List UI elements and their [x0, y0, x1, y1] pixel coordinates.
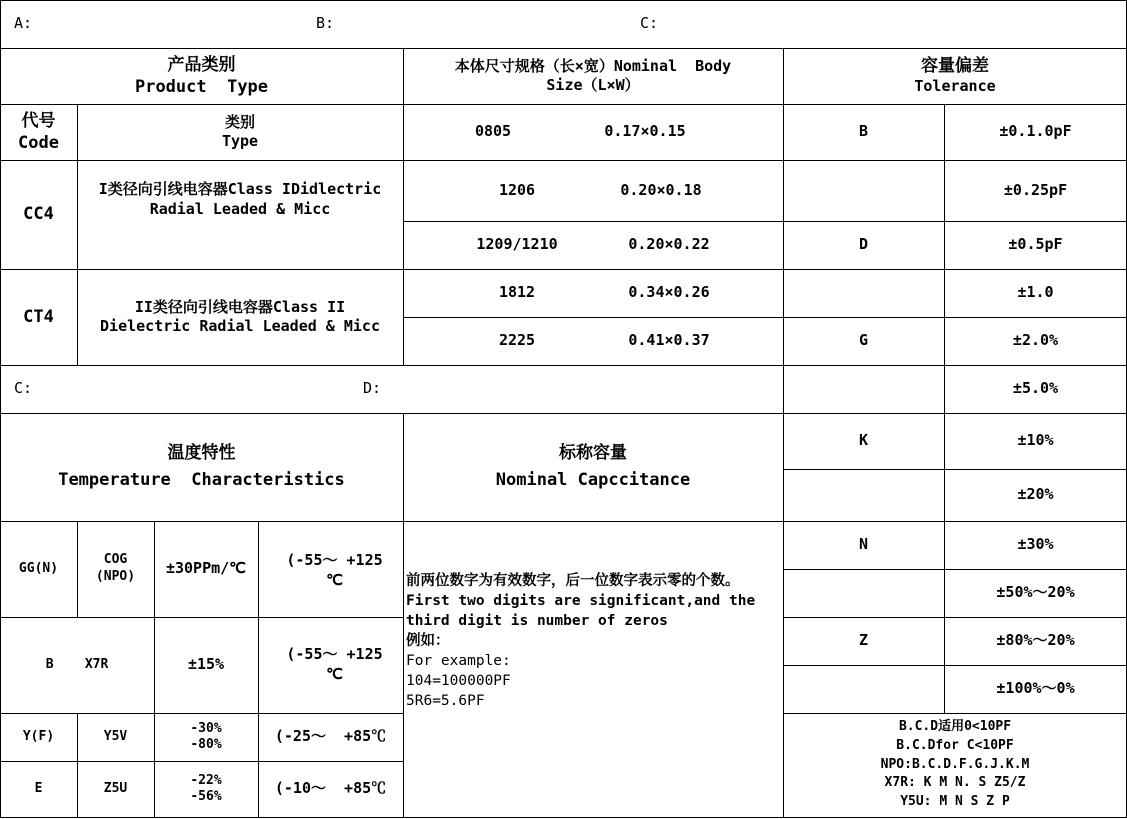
tolerance-value: ±2.0% [1012, 331, 1059, 350]
tolerance-title [783, 48, 1127, 104]
product-type-title-cn: 产品类别 [167, 54, 236, 75]
tolerance-note: B.C.Dfor C<10PF [896, 737, 1014, 753]
type-header [77, 104, 403, 160]
tolerance-value: ±50%～20% [996, 583, 1075, 602]
product-code-ct4: CT4 [23, 306, 54, 327]
product-type-title [0, 48, 403, 104]
size-dim: 0.17×0.15 [604, 122, 686, 141]
tolerance-value: ±80%～20% [996, 631, 1075, 650]
header-c: C: [640, 14, 659, 33]
tolerance-value: ±30% [1017, 535, 1054, 554]
temp-name: COG (NPO) [95, 552, 136, 584]
capacitance-line: For example: [406, 653, 511, 669]
temperature-title-en: Temperature Characteristics [58, 470, 345, 490]
tolerance-value: ±1.0 [1017, 283, 1054, 302]
tolerance-note: X7R: K M N. S Z5/Z [884, 775, 1026, 791]
tolerance-code: B [858, 122, 869, 141]
tolerance-notes [783, 713, 1127, 817]
capacitance-line: 104=100000PF [406, 673, 511, 689]
size-code: 1812 [498, 283, 536, 302]
temp-name: Y5V [103, 728, 128, 744]
temp-coef: ±15% [187, 655, 225, 674]
capacitance-title [403, 413, 783, 521]
product-code-cc4: CC4 [23, 204, 54, 225]
type-header-en: Type [221, 132, 259, 150]
size-dim: 0.41×0.37 [628, 331, 710, 350]
tolerance-value: ±10% [1017, 431, 1054, 450]
code-header-en: Code [18, 133, 59, 153]
tolerance-value: ±20% [1017, 485, 1054, 504]
size-title-line2: Size（L×W） [546, 76, 640, 94]
temp-code: E [34, 780, 43, 796]
tolerance-value: ±100%～0% [996, 679, 1075, 698]
temperature-title-cn: 温度特性 [167, 442, 236, 463]
temp-code: Y(F) [22, 728, 55, 744]
temp-range: (-55～ +125 ℃ [286, 645, 383, 683]
size-dim: 0.20×0.22 [628, 235, 710, 254]
capacitance-title-en: Nominal Capccitance [495, 470, 691, 490]
tolerance-code: G [858, 331, 869, 350]
capacitance-line: First two digits are significant,and the third digit is number of zeros [406, 593, 756, 629]
section2-d: D: [363, 379, 382, 398]
header-a: A: [14, 14, 33, 33]
product-type-title-en: Product Type [134, 77, 269, 97]
tolerance-value: ±5.0% [1012, 379, 1059, 398]
code-header [0, 104, 77, 160]
temp-coef: -22% -56% [190, 772, 222, 804]
temp-name: Z5U [103, 780, 128, 796]
tolerance-note: B.C.D适用0<10PF [898, 718, 1012, 734]
capacitance-line: 5R6=5.6PF [406, 693, 485, 709]
tolerance-value: ±0.25pF [1003, 180, 1068, 199]
capacitance-line: 例如： [406, 633, 450, 649]
temp-coef: ±30PPm/℃ [165, 559, 247, 578]
capacitance-title-cn: 标称容量 [559, 442, 627, 463]
tolerance-code: Z [858, 631, 869, 650]
section2-c: C: [14, 379, 33, 398]
temp-range: (-25～ +85℃ [274, 727, 387, 746]
size-title [403, 48, 783, 104]
temp-code: B X7R [45, 656, 109, 672]
temp-coef: -30% -80% [190, 720, 222, 752]
tolerance-code: K [858, 431, 869, 450]
product-desc-ct4: II类径向引线电容器Class II Dielectric Radial Leaded & Micc [100, 297, 380, 335]
tolerance-code: N [858, 535, 869, 554]
size-code: 2225 [498, 331, 536, 350]
temp-code: GG(N) [18, 560, 59, 576]
tolerance-value: ±0.5pF [1008, 235, 1063, 254]
size-code: 1206 [498, 180, 536, 199]
code-header-cn: 代号 [21, 110, 56, 131]
tolerance-title-cn: 容量偏差 [921, 56, 989, 77]
capacitance-line: 前两位数字为有效数字，后一位数字表示零的个数。 [406, 573, 740, 589]
temperature-title [0, 413, 403, 521]
size-code: 1209/1210 [476, 235, 558, 254]
tolerance-note: Y5U: M N S Z P [900, 794, 1010, 810]
type-header-cn: 类别 [224, 112, 255, 131]
tolerance-code: D [858, 235, 869, 254]
temp-range: (-55～ +125 ℃ [286, 551, 383, 589]
temp-range: (-10～ +85℃ [274, 779, 387, 798]
size-title-line1: 本体尺寸规格（长×宽）Nominal Body [454, 56, 732, 75]
tolerance-title-en: Tolerance [914, 77, 996, 96]
size-code: 0805 [474, 122, 512, 141]
capacitance-description [406, 571, 778, 711]
tolerance-value: ±0.1.0pF [999, 122, 1072, 141]
tolerance-note: NPO:B.C.D.F.G.J.K.M [880, 756, 1030, 772]
size-dim: 0.20×0.18 [620, 180, 702, 199]
product-desc-cc4: I类径向引线电容器Class IDidlectric Radial Leaded & Micc [98, 180, 382, 218]
header-b: B: [316, 14, 335, 33]
size-dim: 0.34×0.26 [628, 283, 710, 302]
